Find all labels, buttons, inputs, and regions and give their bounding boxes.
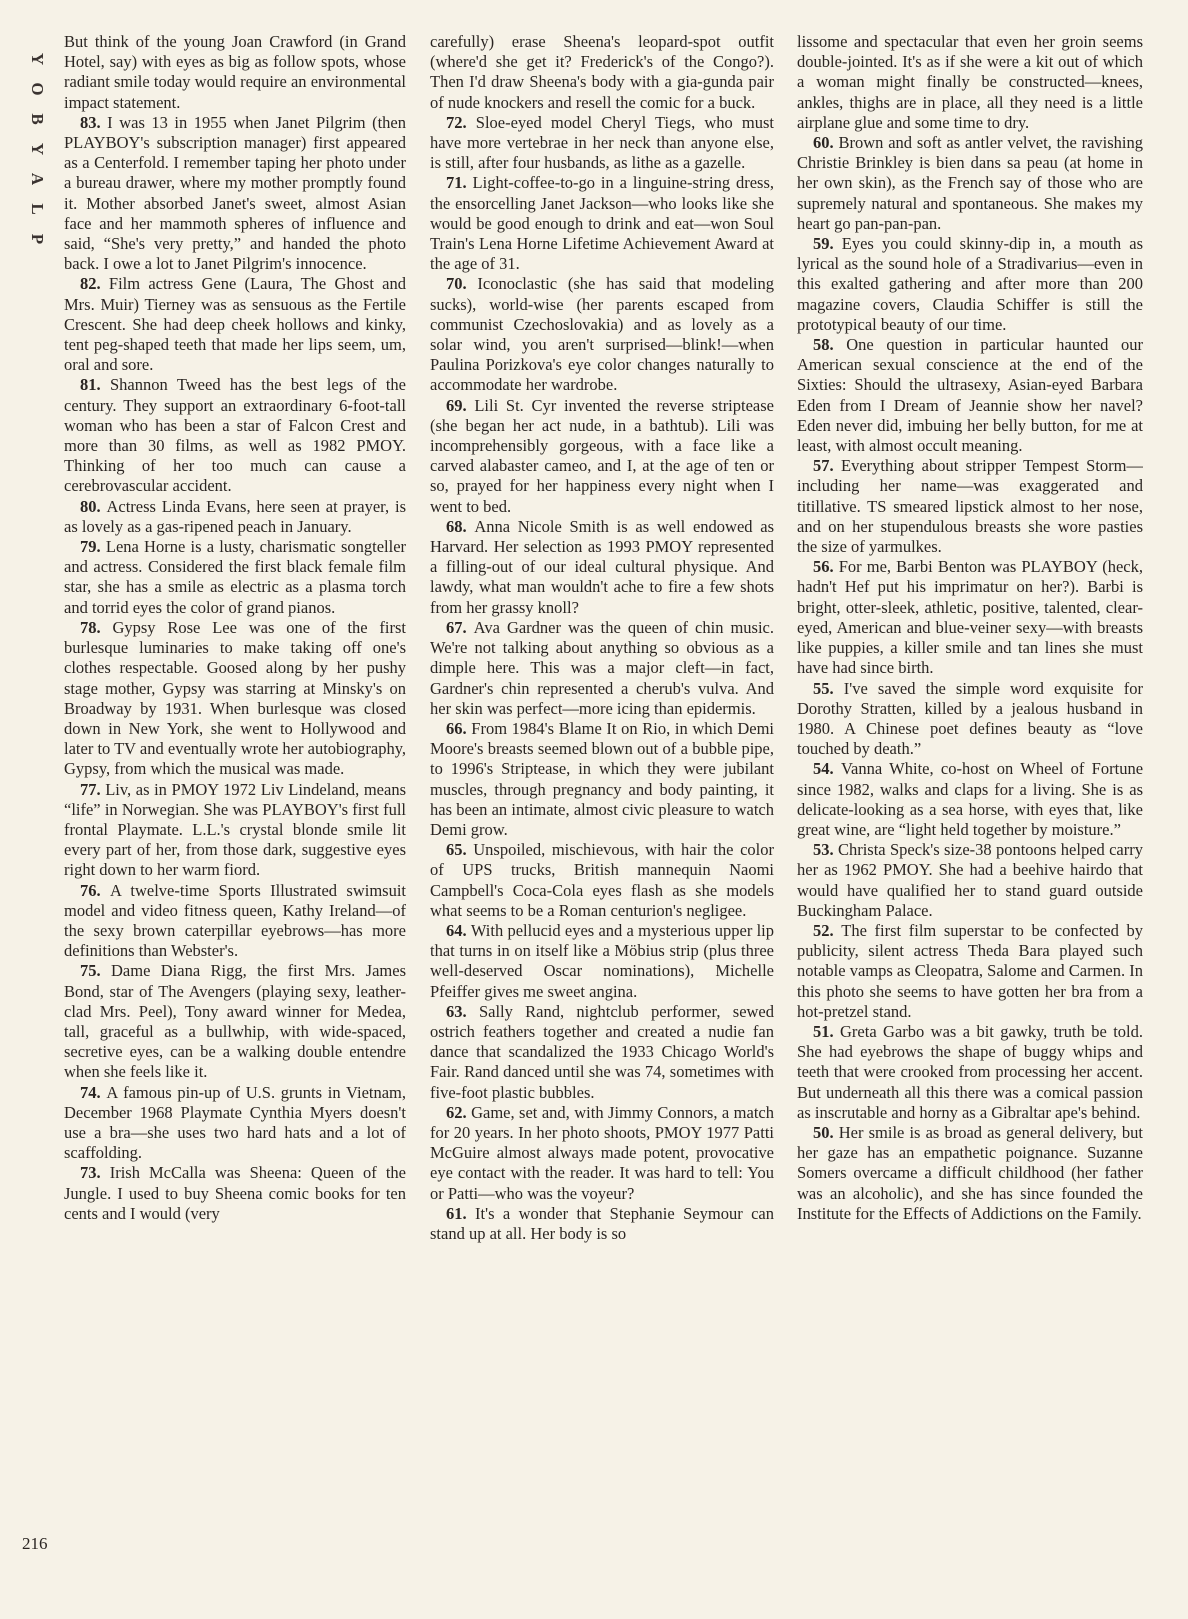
entry-text: Anna Nicole Smith is as well endowed as Harvard. Her selection as 1993 PMOY represented a filling-out of our ideal cultural physique. And lawdy, what man wouldn't ache to fire a few shots from her grassy knoll? — [430, 516, 774, 617]
entry-number: 66. — [446, 718, 472, 738]
list-entry — [64, 1163, 406, 1224]
entry-text: Irish McCalla was Sheena: Queen of the Jungle. I used to buy Sheena comic books for ten cents and I would (very — [64, 1163, 406, 1223]
list-entry — [64, 1083, 406, 1164]
entry-number: 74. — [80, 1082, 107, 1102]
list-entry — [797, 557, 1143, 678]
entry-text: Actress Linda Evans, here seen at prayer, is as lovely as a gas-ripened peach in January. — [64, 496, 406, 536]
entry-text: Eyes you could skinny-dip in, a mouth as lyrical as the sound hole of a Stradivarius—even in this exalted gathering and after more than 200 magazine covers, Claudia Schiffer is still the prototypical beauty of our time. — [797, 234, 1143, 334]
list-entry — [797, 1022, 1143, 1123]
list-entry — [430, 921, 774, 1002]
entry-number: 83. — [80, 112, 108, 132]
list-entry — [64, 618, 406, 780]
list-entry — [797, 1123, 1143, 1224]
entry-text: Lili St. Cyr invented the reverse striptease (she began her act nude, in a bathtub). Lili was incomprehensibly gorgeous, with a face like a carved alabaster cameo, and I, at the age of ten or so, prayed for her happiness every night when I went to bed. — [430, 395, 774, 516]
entry-number: 70. — [446, 274, 478, 294]
entry-number: 57. — [813, 456, 841, 476]
entry-number: 56. — [813, 557, 839, 577]
entry-text: Game, set and, with Jimmy Connors, a match for 20 years. In her photo shoots, PMOY 1977 Patti McGuire almost always made potent, provocative eye contact with the reader. It was hard to tell: You or Patti—who was the voyeur? — [430, 1102, 774, 1203]
entry-text: Unspoiled, mischievous, with hair the color of UPS trucks, British mannequin Naomi Campbell's Coca-Cola eyes flash as she models what seems to be a Roman centurion's negligee. — [430, 840, 774, 920]
text-column-left — [64, 32, 406, 1592]
entry-number: 63. — [446, 1001, 479, 1021]
list-entry — [797, 679, 1143, 760]
list-entry — [430, 1002, 774, 1103]
entry-number: 65. — [446, 840, 474, 860]
entry-number: 54. — [813, 759, 841, 779]
entry-number: 78. — [80, 617, 113, 637]
entry-text: Ava Gardner was the queen of chin music. We're not talking about anything so obvious as a dimple here. This was a major cleft—in fact, Gardner's chin represented a cherub's vulva. And her skin was perfect—more icing than epidermis. — [430, 617, 774, 718]
entry-number: 81. — [80, 375, 110, 395]
list-entry — [797, 335, 1143, 456]
entry-text: For me, Barbi Benton was PLAYBOY (heck, hadn't Hef put his imprimatur on her?). Barbi is bright, otter-sleek, athletic, positive, talented, clear-eyed, American and blue-veiner sexy—with breasts like puppies, a killer smile and tan lines she must have had since birth. — [797, 557, 1143, 678]
entry-text: Greta Garbo was a bit gawky, truth be told. She had eyebrows the shape of buggy whips and teeth that were crooked from processing her accent. But underneath all this there was a comical passion as inscrutable and horny as a Gibraltar ape's behind. — [797, 1021, 1143, 1122]
entry-number: 73. — [80, 1163, 110, 1183]
entry-number: 61. — [446, 1203, 476, 1223]
entry-number: 68. — [446, 516, 475, 536]
entry-text: Liv, as in PMOY 1972 Liv Lindeland, means “life” in Norwegian. She was PLAYBOY's first full frontal Playmate. L.L.'s crystal blonde smile lit every part of her, from those dark, suggestive eyes right down to her warm fiord. — [64, 779, 406, 880]
list-entry — [64, 113, 406, 275]
entry-text: lissome and spectacular that even her groin seems double-jointed. It's as if she were a kit out of which a woman might finally be constructed—knees, ankles, thighs are in place, all they need is a little airplane glue and some time to dry. — [797, 32, 1143, 132]
entry-text: Her smile is as broad as general delivery, but her gaze has an empathetic poignance. Suzanne Somers overcame a difficult childhood (her father was an alcoholic), and she has since founded the Institute for the Effects of Addictions on the Family. — [797, 1122, 1143, 1223]
paragraph-continued — [64, 32, 406, 113]
list-entry — [430, 1204, 774, 1244]
list-entry — [430, 618, 774, 719]
page-number: 216 — [22, 1534, 48, 1553]
list-entry — [64, 375, 406, 496]
entry-text: Gypsy Rose Lee was one of the first burlesque luminaries to make taking off one's clothes respectable. Goosed along by her pushy stage mother, Gypsy was starring at Minsky's on Broadway by 1931. When burlesque was closed down in New York, she went to Hollywood and later to TV and eventually wrote her autobiography, Gypsy, from which the musical was made. — [64, 617, 406, 779]
entry-number: 62. — [446, 1102, 472, 1122]
entry-number: 52. — [813, 920, 842, 940]
entry-number: 64. — [446, 920, 471, 940]
entry-text: One question in particular haunted our American sexual conscience at the end of the Sixties: Should the ultrasexy, Asian-eyed Barbara Eden from I Dream of Jeannie show her navel? Eden never did, imbuing her belly button, for me at least, with almost occult meaning. — [797, 335, 1143, 456]
entry-text: But think of the young Joan Crawford (in Grand Hotel, say) with eyes as big as follow spots, whose radiant smile today would require an environmental impact statement. — [64, 32, 406, 112]
entry-text: I've saved the simple word exquisite for Dorothy Stratten, killed by a jealous husband in 1980. A Chinese poet defines beauty as “love touched by death.” — [797, 678, 1143, 759]
entry-text: Lena Horne is a lusty, charismatic songteller and actress. Considered the first black female film star, she has a smile as electric as a plasma torch and torrid eyes the color of grand pianos. — [64, 537, 406, 617]
list-entry — [797, 840, 1143, 921]
entry-number: 67. — [446, 617, 474, 637]
list-entry — [430, 517, 774, 618]
entry-text: Dame Diana Rigg, the first Mrs. James Bond, star of The Avengers (playing sexy, leather-clad Mrs. Peel), Tony award winner for Medea, tall, graceful as a bullwhip, with wide-spaced, secretive eyes, can be a walking double entendre when she feels like it. — [64, 961, 406, 1082]
entry-text: Iconoclastic (she has said that modeling sucks), world-wise (her parents escaped from communist Czechoslovakia) and as lovely as a solar wind, you aren't surprised—blink!—when Paulina Porizkova's eye color changes naturally to accommodate her wardrobe. — [430, 274, 774, 395]
text-column-middle — [430, 32, 774, 1592]
entry-text: Sally Rand, nightclub performer, sewed ostrich feathers together and created a nudie fan dance that scandalized the 1933 Chicago World's Fair. Rand danced until she was 74, sometimes with five-foot plastic bubbles. — [430, 1001, 774, 1102]
entry-text: Sloe-eyed model Cheryl Tiegs, who must have more vertebrae in her neck than anyone else, is still, after four husbands, as lithe as a gazelle. — [430, 112, 774, 173]
text-column-right — [797, 32, 1143, 1592]
entry-number: 59. — [813, 234, 842, 254]
entry-number: 50. — [813, 1122, 839, 1142]
list-entry — [797, 456, 1143, 557]
entry-number: 80. — [80, 496, 107, 516]
entry-text: Shannon Tweed has the best legs of the century. They support an extraordinary 6-foot-tall woman who has been a star of Falcon Crest and more than 30 films, as well as 1982 PMOY. Thinking of her too much can cause a cerebrovascular accident. — [64, 375, 406, 496]
list-entry — [430, 274, 774, 395]
list-entry — [64, 497, 406, 537]
entry-text: It's a wonder that Stephanie Seymour can stand up at all. Her body is so — [430, 1203, 774, 1243]
entry-text: Christa Speck's size-38 pontoons helped carry her as 1962 PMOY. She had a beehive hairdo that would have qualified her to stand guard outside Buckingham Palace. — [797, 840, 1143, 920]
list-entry — [64, 961, 406, 1082]
entry-number: 53. — [813, 840, 838, 860]
entry-number: 60. — [813, 133, 839, 153]
entry-text: Vanna White, co-host on Wheel of Fortune since 1982, walks and claps for a living. She is as delicate-looking as a sea horse, with eyes that, like great wine, are “light held together by moisture.” — [797, 759, 1143, 839]
list-entry — [797, 921, 1143, 1022]
entry-text: I was 13 in 1955 when Janet Pilgrim (then PLAYBOY's subscription manager) first appeared as a Centerfold. I remember taping her photo under a bureau drawer, where my mother promptly found it. Mother absorbed Janet's sweet, almost Asian face and her mammoth spheres of influence and said, “She's very pretty,” and handed the photo back. I owe a lot to Janet Pilgrim's innocence. — [64, 112, 406, 274]
entry-number: 79. — [80, 537, 106, 557]
list-entry — [64, 274, 406, 375]
list-entry — [430, 396, 774, 517]
list-entry — [797, 133, 1143, 234]
entry-number: 76. — [80, 880, 111, 900]
list-entry — [430, 840, 774, 921]
entry-number: 75. — [80, 961, 111, 981]
entry-text: With pellucid eyes and a mysterious upper lip that turns in on itself like a Möbius strip (plus three well-deserved Oscar nominations), Michelle Pfeiffer gives me sweet angina. — [430, 920, 774, 1001]
paragraph-continued — [797, 32, 1143, 133]
entry-number: 58. — [813, 335, 847, 355]
entry-text: Light-coffee-to-go in a linguine-string dress, the ensorcelling Janet Jackson—who looks like she would be good enough to drink and eat—won Soul Train's Lena Horne Lifetime Achievement Award at the age of 31. — [430, 173, 774, 274]
list-entry — [430, 113, 774, 174]
list-entry — [430, 1103, 774, 1204]
entry-number: 82. — [80, 274, 109, 294]
paragraph-continued — [430, 32, 774, 113]
list-entry — [64, 881, 406, 962]
list-entry — [64, 780, 406, 881]
magazine-logo-vertical: Y O B Y A L P — [28, 52, 47, 245]
list-entry — [797, 759, 1143, 840]
list-entry — [64, 537, 406, 618]
entry-text: carefully) erase Sheena's leopard-spot outfit (where'd she get it? Frederick's of the Congo?). Then I'd draw Sheena's body with a gia-gunda pair of nude knockers and resell the comic for a buck. — [430, 32, 774, 112]
entry-number: 72. — [446, 112, 476, 132]
entry-text: Brown and soft as antler velvet, the ravishing Christie Brinkley is bien dans sa peau (at home in her own skin), as the French say of those who are supremely natural and spontaneous. She makes my heart go pan-pan-pan. — [797, 133, 1143, 233]
entry-text: Film actress Gene (Laura, The Ghost and Mrs. Muir) Tierney was as sensuous as the Fertile Crescent. She had deep cheek hollows and kinky, tent peg-shaped teeth that made her lips seem, um, oral and sore. — [64, 274, 406, 375]
list-entry — [430, 173, 774, 274]
entry-number: 51. — [813, 1021, 841, 1041]
list-entry — [430, 719, 774, 840]
entry-number: 71. — [446, 173, 473, 193]
entry-text: From 1984's Blame It on Rio, in which Demi Moore's breasts seemed blown out of a bubble pipe, to 1996's Striptease, in which they were jubilant muscles, through pregnancy and body painting, it has been an intimate, almost civic pleasure to watch Demi grow. — [430, 718, 774, 839]
entry-text: A famous pin-up of U.S. grunts in Vietnam, December 1968 Playmate Cynthia Myers doesn't use a bra—she uses two hard hats and a lot of scaffolding. — [64, 1082, 406, 1163]
entry-number: 77. — [80, 779, 106, 799]
entry-text: Everything about stripper Tempest Storm—including her name—was exaggerated and titillative. TS smeared lipstick almost to her nose, and on her stupendulous breasts she wore pasties the size of yarmulkes. — [797, 456, 1143, 557]
entry-number: 69. — [446, 395, 475, 415]
entry-text: The first film superstar to be confected by publicity, silent actress Theda Bara played such notable vamps as Cleopatra, Salome and Carmen. In this photo she seems to have gotten her bra from a hot-pretzel stand. — [797, 920, 1143, 1021]
entry-text: A twelve-time Sports Illustrated swimsuit model and video fitness queen, Kathy Ireland—of the sexy brown caterpillar eyebrows—has more definitions than Webster's. — [64, 880, 406, 961]
entry-number: 55. — [813, 678, 844, 698]
list-entry — [797, 234, 1143, 335]
